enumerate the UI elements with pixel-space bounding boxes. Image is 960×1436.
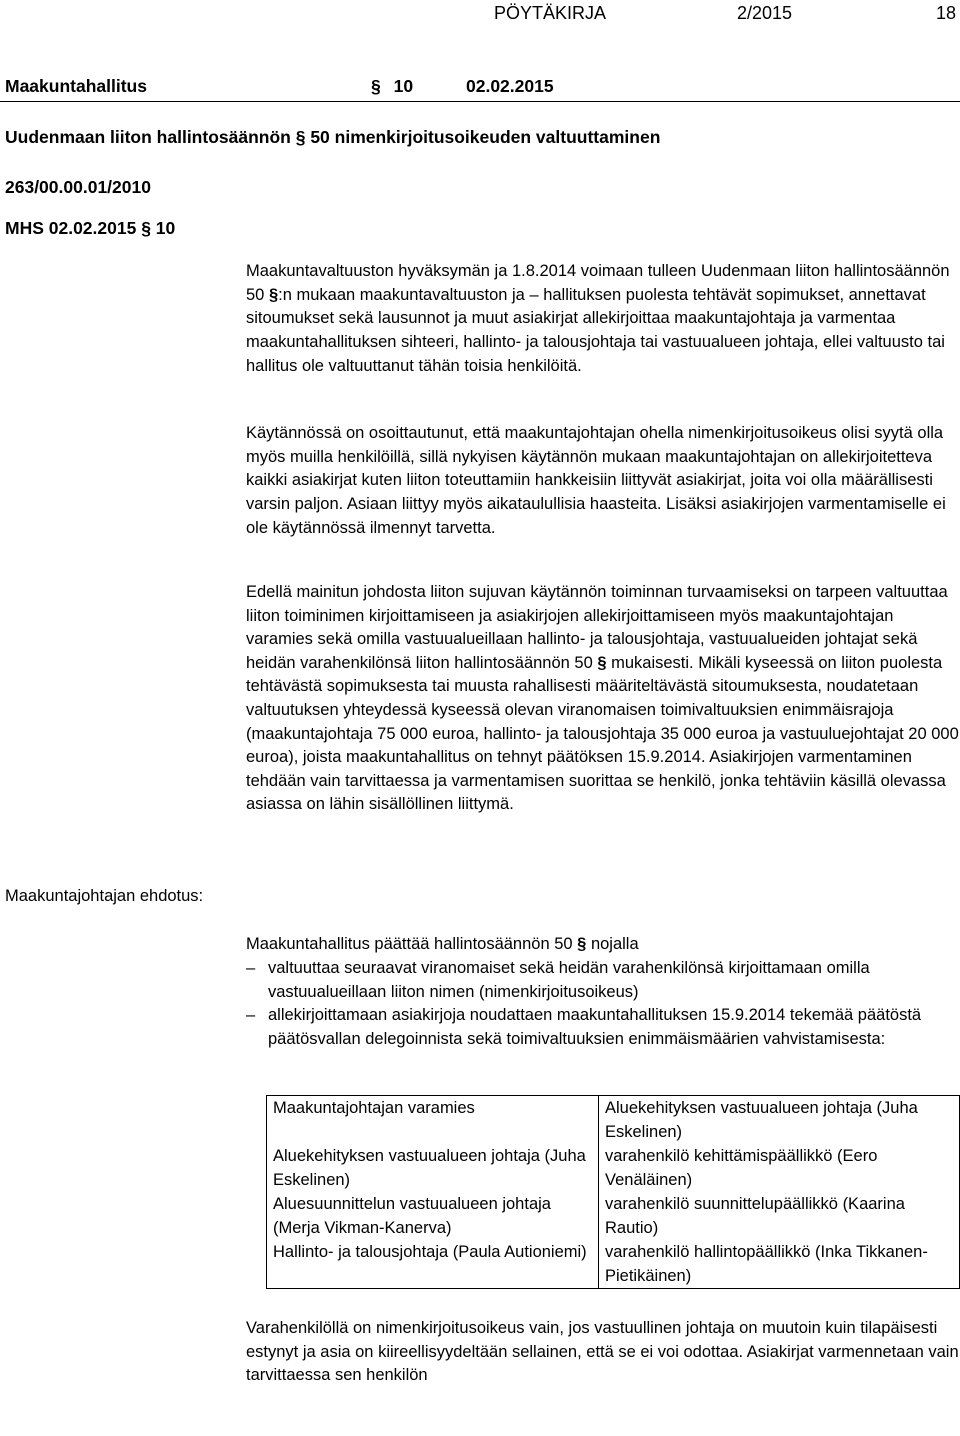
table-row <box>267 1144 960 1192</box>
section-mark: § <box>268 285 279 304</box>
paragraph-2: Käytännössä on osoittautunut, että maakuntajohtajan ohella nimenkirjoitusoikeus olisi syytä olla myös muilla henkilöillä, sillä nykyisen käytännön mukaan maakuntajohtajan on allekirjoitetteva kaikki asiakirjat kuten liiton toteuttamiin hankkeisiin liittyvät asiakirjat, joita voi olla määrällisesti varsin paljon. Asiaan liittyy myös aikataulullisia haasteita. Lisäksi asiakirjojen varmentamiselle ei ole käytännössä ilmennyt tarvetta. <box>246 424 946 537</box>
doc-type: PÖYTÄKIRJA <box>494 3 607 23</box>
paragraph-3-part2: mukaisesti. Mikäli kyseessä on liiton puolesta tehtävästä sopimuksesta tai muusta rahallisesti määriteltävästä sitoumuksesta, noudatetaan valtuutuksen yhteydessä kyseessä olevan viranomaisen toimivaltuuksien enimmäisrajoja (maakuntajohtaja 75 000 euroa, hallinto- ja talousjohtaja 35 000 euroa ja vastuuluejohtajat 20 000 euroa), joista maakuntahallitus on tehnyt päätöksen 15.9.2014. Asiakirjojen varmentaminen tehdään vain tarvittaessa ja varmentamisen suorittaa se henkilö, jonka tehtäviin käsillä olevassa asiassa on lähin sisällöllinen liittymä. <box>246 653 959 814</box>
table-cell: Maakuntajohtajan varamies <box>267 1096 599 1145</box>
proposal-bullets <box>246 957 960 1051</box>
list-item <box>246 1004 960 1051</box>
section-mark: § <box>597 653 607 672</box>
diary-number: 263/00.00.01/2010 <box>5 177 151 197</box>
table-cell: Aluekehityksen vastuualueen johtaja (Juha Eskelinen) <box>267 1144 599 1192</box>
section-mark: § <box>371 76 381 96</box>
table-row <box>267 1192 960 1240</box>
section-mark: § <box>577 935 587 953</box>
preparer-ref-part2: 10 <box>150 218 176 238</box>
proposal-intro <box>246 933 960 957</box>
table-cell: Aluesuunnittelun vastuualueen johtaja (Merja Vikman-Kanerva) <box>267 1192 599 1240</box>
table-cell: varahenkilö kehittämispäällikkö (Eero Venäläinen) <box>599 1144 960 1192</box>
preparer-ref-part1: MHS 02.02.2015 <box>5 218 142 238</box>
preparer-ref <box>5 218 175 239</box>
dash-bullet-icon: – <box>246 1006 256 1025</box>
meeting-date: 02.02.2015 <box>466 76 554 96</box>
dash-bullet-icon: – <box>246 959 256 977</box>
item-title-part1: Uudenmaan liiton hallintosäännön <box>5 127 296 147</box>
table-cell: varahenkilö hallintopäällikkö (Inka Tikkanen-Pietikäinen) <box>599 1240 960 1289</box>
section-mark: § <box>295 127 306 147</box>
meeting-body: Maakuntahallitus <box>5 76 147 96</box>
proposal-intro-part1: Maakuntahallitus päättää hallintosäännön 50 <box>246 935 578 953</box>
delegation-table <box>266 1095 960 1289</box>
item-title-part2: 50 nimenkirjoitusoikeuden valtuuttaminen <box>305 127 661 147</box>
section-mark: § <box>141 218 151 238</box>
table-cell: Hallinto- ja talousjohtaja (Paula Autioniemi) <box>267 1240 599 1289</box>
table-row <box>267 1240 960 1289</box>
section-number <box>371 76 413 97</box>
table-row <box>267 1096 960 1145</box>
closing-paragraph: Varahenkilöllä on nimenkirjoitusoikeus vain, jos vastuullinen johtaja on muutoin kuin tilapäisesti estynyt ja asia on kiireellisyydeltään sellainen, että se ei voi odottaa. Asiakirjat varmennetaan vain tarvittaessa sen henkilön <box>246 1319 959 1385</box>
table-cell: varahenkilö suunnittelupäällikkö (Kaarina Rautio) <box>599 1192 960 1240</box>
proposal-label: Maakuntajohtajan ehdotus: <box>5 887 204 905</box>
list-item-text: allekirjoittamaan asiakirjoja noudattaen maakuntahallituksen 15.9.2014 tekemää päätöstä päätösvallan delegoinnista sekä toimivaltuuksien enimmäismäärien vahvistamisesta: <box>268 1006 922 1048</box>
paragraph-1-part1: Maakuntavaltuuston hyväksymän ja 1.8.2014 voimaan tulleen Uudenmaan liiton hallintosäännön 50 <box>246 262 950 304</box>
paragraph-3 <box>246 581 960 817</box>
list-item-text: valtuuttaa seuraavat viranomaiset sekä heidän varahenkilönsä kirjoittamaan omilla vastuualueillaan liiton nimen (nimenkirjoitusoikeus) <box>268 959 870 1001</box>
paragraph-3-part1: Edellä mainitun johdosta liiton sujuvan käytännön toiminnan turvaamiseksi on tarpeen valtuuttaa liiton toiminimen kirjoittamiseen ja asiakirjojen allekirjoittamiseen myös maakuntajohtajan varamies sekä omilla vastuualueillaan hallinto- ja talousjohtaja, vastuualueiden johtajat sekä heidän varahenkilönsä liiton hallintosäännön 50 <box>246 583 948 672</box>
proposal-intro-part2: nojalla <box>586 935 639 953</box>
paragraph-1-part2: :n mukaan maakuntavaltuuston ja – hallituksen puolesta tehtävät sopimukset, annettavat sitoumukset sekä lausunnot ja muut asiakirjat allekirjoittaa maakuntajohtaja ja varmentaa maakuntahallituksen sihteeri, hallinto- ja talousjohtaja tai vastuualueen johtaja, ellei valtuusto tai hallitus ole valtuuttanut tähän toisia henkilöitä. <box>246 285 945 375</box>
table-cell: Aluekehityksen vastuualueen johtaja (Juha Eskelinen) <box>599 1096 960 1145</box>
paragraph-1 <box>246 260 960 379</box>
section-number-value: 10 <box>393 76 414 96</box>
page-number: 18 <box>936 3 957 23</box>
header-divider <box>0 101 960 102</box>
doc-number: 2/2015 <box>737 3 793 23</box>
list-item <box>246 957 960 1004</box>
item-title <box>5 127 660 148</box>
